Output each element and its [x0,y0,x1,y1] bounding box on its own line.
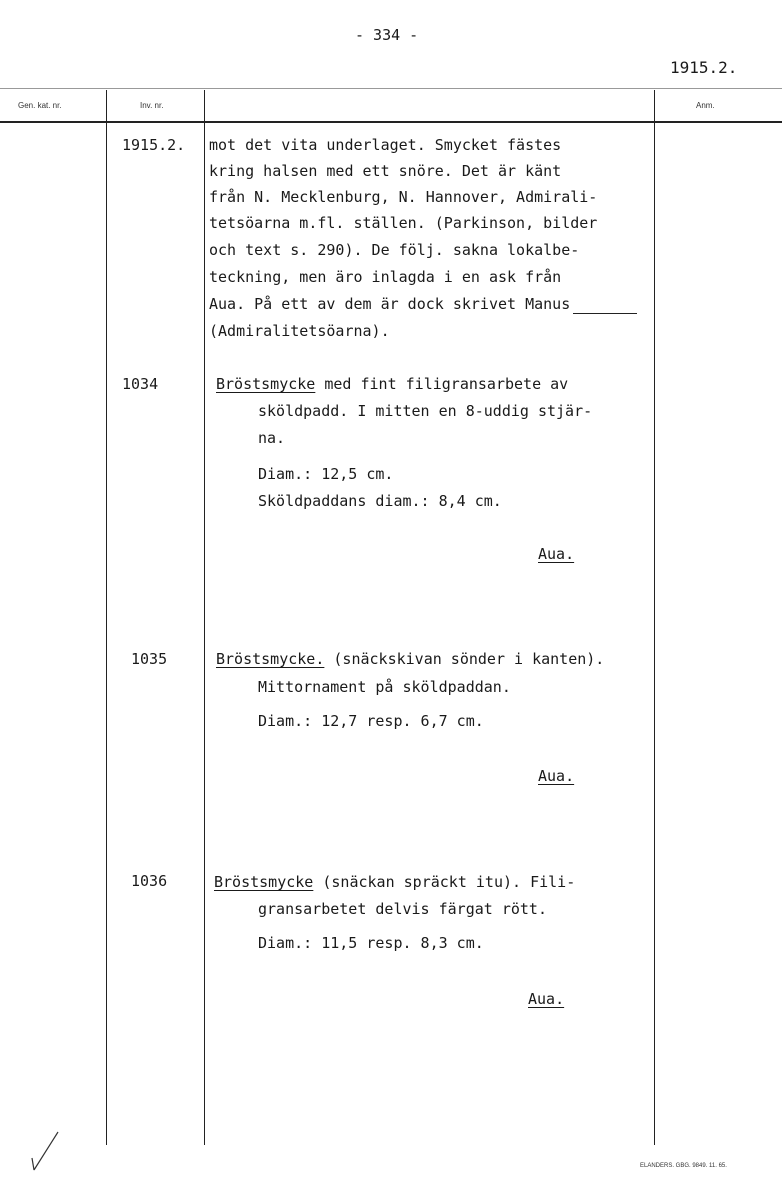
continuation-line: mot det vita underlaget. Smycket fästes [209,136,562,154]
column-header-gen-kat: Gen. kat. nr. [18,101,62,110]
entry-first-line [216,650,604,668]
column-header-inv: Inv. nr. [140,101,164,110]
entry-measure: Diam.: 11,5 resp. 8,3 cm. [258,934,484,952]
pencil-mark [26,1128,70,1176]
column-divider-gen-inv [106,90,107,1145]
continuation-reference: 1915.2. [122,136,186,154]
entry-measure: Diam.: 12,7 resp. 6,7 cm. [258,712,484,730]
printer-imprint: ELANDERS. GBG. 9849. 11. 65. [640,1163,727,1169]
entry-description-line: sköldpadd. I mitten en 8-uddig stjär- [258,402,593,420]
entry-title: Bröstsmycke [214,873,314,891]
entry-locality: Aua. [538,767,575,785]
entry-number: 1034 [122,375,159,393]
entry-locality: Aua. [528,990,565,1008]
entry-measure: Diam.: 12,5 cm. [258,465,394,483]
entry-title: Bröstsmycke [216,375,316,393]
continuation-line: från N. Mecklenburg, N. Hannover, Admirali- [209,188,598,206]
header-bottom-rule [0,121,782,123]
column-divider-text-anm [654,90,655,1145]
entry-locality: Aua. [538,545,575,563]
entry-description: (snäckskivan sönder i kanten). [324,650,605,668]
entry-description: (snäckan spräckt itu). Fili- [313,873,576,891]
entry-first-line [214,873,575,891]
entry-description-line: gransarbetet delvis färgat rött. [258,900,547,918]
entry-number: 1036 [131,872,168,890]
entry-title: Bröstsmycke. [216,650,325,668]
entry-description-line: na. [258,429,286,447]
year-reference: 1915.2. [670,58,738,77]
continuation-line: kring halsen med ett snöre. Det är känt [209,162,562,180]
continuation-line: Aua. På ett av dem är dock skrivet Manus [209,295,571,313]
continuation-line: tetsöarna m.fl. ställen. (Parkinson, bilder [209,214,598,232]
entry-description: med fint filigransarbete av [315,375,569,393]
column-divider-inv-text [204,90,205,1145]
manus-underline [573,313,637,314]
entry-first-line [216,375,568,393]
continuation-line: och text s. 290). De följ. sakna lokalbe- [209,241,580,259]
continuation-line: (Admiralitetsöarna). [209,322,390,340]
page-number: - 334 - [355,26,419,44]
entry-number: 1035 [131,650,168,668]
entry-description-line: Mittornament på sköldpaddan. [258,678,511,696]
entry-measure: Sköldpaddans diam.: 8,4 cm. [258,492,502,510]
header-top-rule [0,88,782,89]
continuation-line: teckning, men äro inlagda i en ask från [209,268,562,286]
column-header-anm: Anm. [696,101,715,110]
